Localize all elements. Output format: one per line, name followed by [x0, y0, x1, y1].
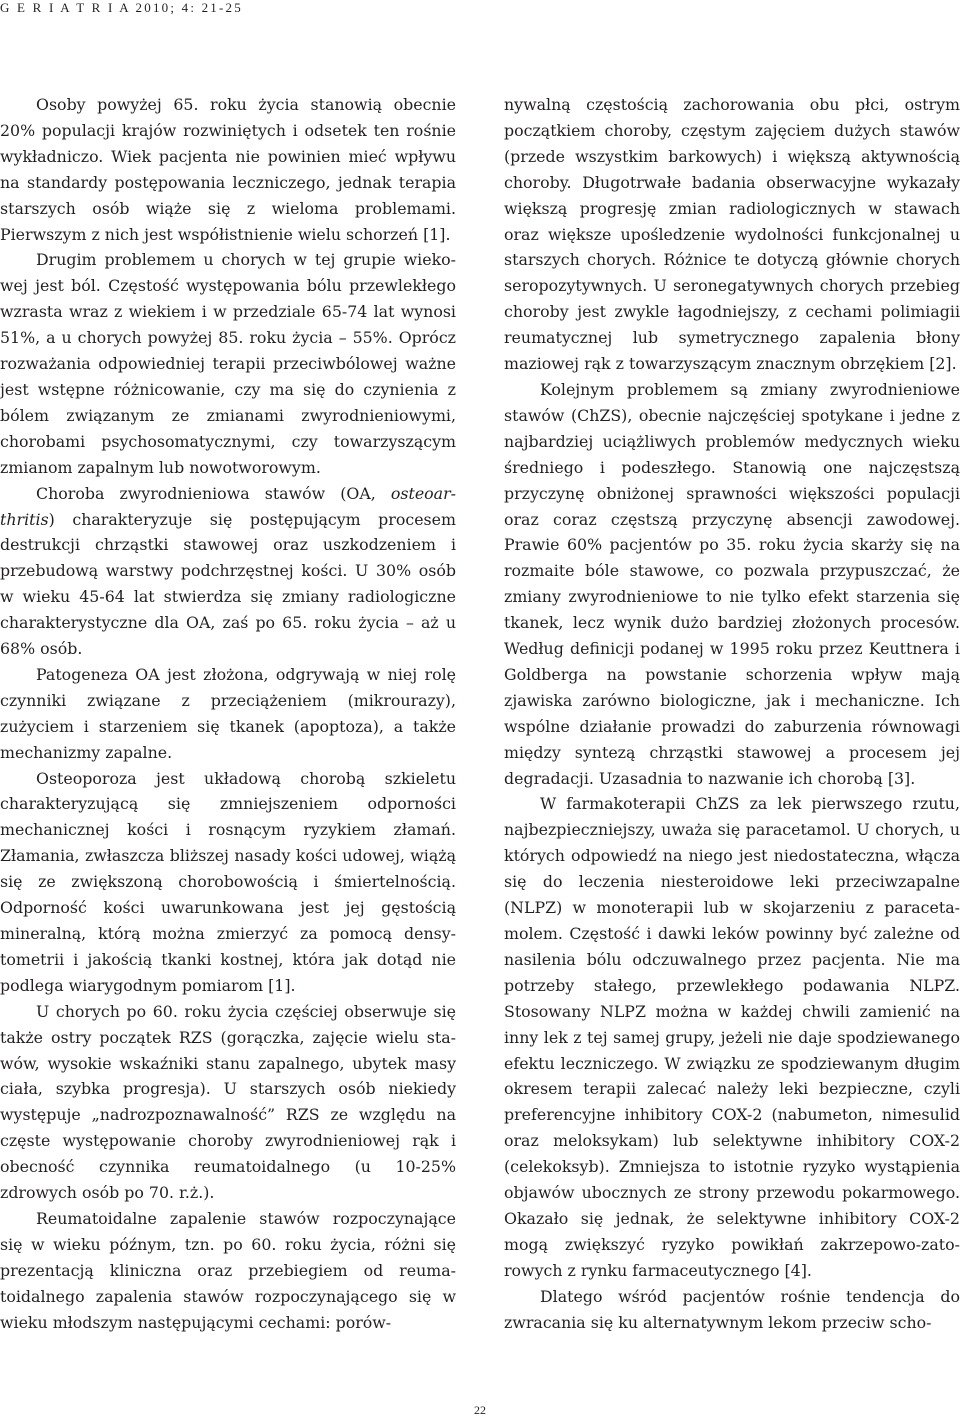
oa-text-after: ) charakteryzuje się postępującym procesem destrukcji chrząstki stawowej oraz uszkodzeniem i przebudową warstwy podchrzęstnej kości. U 30% osób w wieku 45-64 lat stwierdza się zmiany radiologiczne charakterystyczne dla OA, zaś po 65. roku życia – aż u 68% osób. [0, 509, 456, 659]
paragraph-alternative-drugs: Dlatego wśród pacjentów rośnie tendencja do zwracania się ku alternatywnym lekom przeciw scho- [504, 1286, 960, 1332]
page-number: 22 [474, 1403, 486, 1417]
paragraph-osteoarthritis [0, 481, 456, 662]
paragraph-late-ra: Reumatoidalne zapalenie stawów rozpoczynające się w wieku późnym, tzn. po 60. roku życia, różni się prezentacją kliniczna oraz przebiegiem od reumatoidalnego zapalenia stawów rozpoczynającego się w wieku młodszym następującymi cechami: porów- [0, 1208, 456, 1332]
left-column [0, 92, 456, 1336]
paragraph-degenerative-changes: Kolejnym problemem są zmiany zwyrodnieniowe stawów (ChZS), obecnie najczęściej spotykane i jedne z najbardziej uciążliwych problemów medycznych wieku średniego i podeszłego. Stanowią one najczęstszą przyczynę obniżonej sprawności większości populacji oraz coraz częstszą przyczynę absencji zawodowej. Prawie 60% pacjentów po 35. roku życia skarży się na rozmaite bóle stawowe, co pozwala przypuszczać, że zmiany zwyrodnieniowe to nie tylko efekt starzenia się tkanek, lecz wynik dużo bardziej złożonych procesów. Według definicji podanej w 1995 roku przez Keuttnera i Goldberga na powstanie schorzenia wpływ mają zjawiska zarówno biologiczne, jak i mechaniczne. Ich wspólne działanie prowadzi do zaburzenia równowagi między syntezą chrząstki stawowej a procesem jej degradacji. Uzasadnia to nazwanie ich chorobą [3]. [504, 379, 960, 788]
paragraph-pharmacotherapy: W farmakoterapii ChZS za lek pierwszego rzutu, najbezpieczniejszy, uważa się paracetamol. U chorych, u których odpowiedź na niego jest niedostateczna, włącza się do leczenia niesteroidowe leki przeciwzapalne (NLPZ) w monoterapii lub w skojarzeniu z paracetamolem. Częstość i dawki leków powinny być zależne od nasilenia bólu odczuwalnego przez pacjenta. Nie ma potrzeby stałego, przewlekłego podawania NLPZ. Stosowany NLPZ można w każdej chwili zamienić na inny lek z tej samej grupy, jeżeli nie daje spodziewanego efektu leczniczego. W związku ze spodziewanym długim okresem terapii zalecać należy leki bezpieczne, czyli preferencyjne inhibitory COX-2 (nabumeton, nimesulid oraz meloksykam) lub selektywne inhibitory COX-2 (celekoksyb). Zmniejsza to istotnie ryzyko wystąpienia objawów ubocznych ze strony przewodu pokarmowego. Okazało się jednak, że selektywne inhibitory COX-2 mogą zwiększyć ryzyko powikłań zakrzepowo-zatorowych z rynku farmaceutycznego [4]. [504, 794, 960, 1280]
paragraph-pain: Drugim problemem u chorych w tej grupie wiekowej jest ból. Częstość występowania bólu przewlekłego wzrasta wraz z wiekiem i w przedziale 65-74 lat wynosi 51%, a u chorych powyżej 85. roku życia – 55%. Oprócz rozważania odpowiedniej terapii przeciwbólowej ważne jest wstępne różnicowanie, czy ma się do czynienia z bólem związanym ze zmianami zwyrodnieniowymi, chorobami psychosomatycznymi, czy towarzyszącym zmianom zapalnym lub nowotworowym. [0, 250, 456, 477]
paragraph-rzs-onset: U chorych po 60. roku życia częściej obserwuje się także ostry początek RZS (gorączka, zajęcie wielu stawów, wysokie wskaźniki stanu zapalnego, ubytek masy ciała, szybka progresja). U starszych osób niekiedy występuje „nadrozpoznawalność” RZS ze względu na częste występowanie choroby zwyrodnieniowej rąk i obecność czynnika reumatoidalnego (u 10-25% zdrowych osób po 70. r.ż.). [0, 1001, 456, 1203]
paragraph-elderly-population: Osoby powyżej 65. roku życia stanowią obecnie 20% populacji krajów rozwiniętych i odsetek ten rośnie wykładniczo. Wiek pacjenta nie powinien mieć wpływu na standardy postępowania leczniczego, jednak terapia starszych osób wiąże się z wieloma problemami. Pierwszym z nich jest współistnienie wielu schorzeń [1]. [0, 95, 456, 244]
running-head: G E R I A T R I A 2010; 4: 21-25 [0, 0, 243, 15]
paragraph-ra-continued: nywalną częstością zachorowania obu płci, ostrym początkiem choroby, częstym zajęciem dużych stawów (przede wszystkim barkowych) i większą aktywnością choroby. Długotrwałe badania obserwacyjne wykazały większą progresję zmian radiologicznych w stawach oraz większe upośledzenie wydolności funkcjonalnej u starszych chorych. Różnice te dotyczą głównie chorych seropozytywnych. U seronegatywnych chorych przebieg choroby jest zwykle łagodniejszy, z cechami polimiagii reumatycznej lub symetrycznego zapalenia błony maziowej rąk z towarzyszącym znacznym obrzękiem [2]. [504, 95, 960, 374]
right-column [504, 92, 960, 1336]
paragraph-pathogenesis: Patogeneza OA jest złożona, odgrywają w niej rolę czynniki związane z przeciążeniem (mikrourazy), zużyciem i starzeniem się tkanek (apoptoza), a także mechanizmy zapalne. [0, 664, 456, 762]
paragraph-osteoporosis: Osteoporoza jest układową chorobą szkieletu charakteryzującą się zmniejszeniem odporności mechanicznej kości i rosnącym ryzykiem złamań. Złamania, zwłaszcza bliższej nasady kości udowej, wiążą się ze zwiększoną chorobowością i śmiertelnością. Odporność kości uwarunkowana jest jej gęstością mineralną, którą można zmierzyć za pomocą densytometrii i jakością tkanki kostnej, która jak dotąd nie podlega wiarygodnym pomiarom [1]. [0, 768, 456, 995]
oa-latin-term: osteoarthritis [0, 483, 456, 529]
oa-text-before: Choroba zwyrodnieniowa stawów (OA, [36, 483, 391, 503]
